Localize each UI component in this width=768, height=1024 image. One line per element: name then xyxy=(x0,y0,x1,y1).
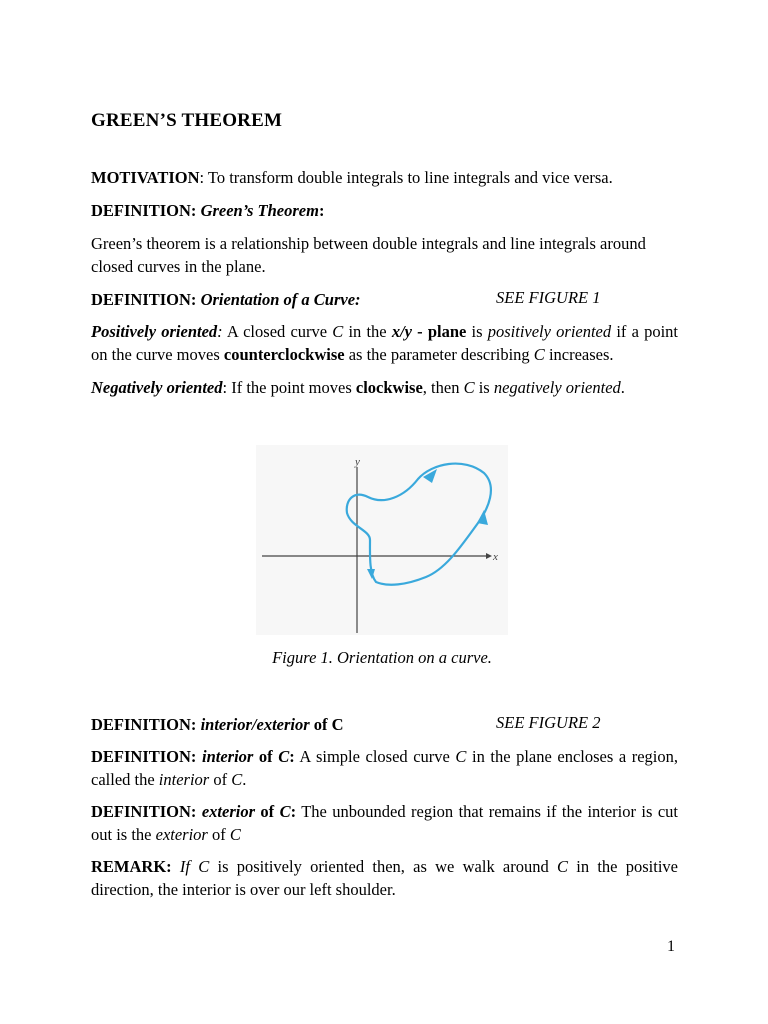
page-title: GREEN’S THEOREM xyxy=(91,110,283,131)
definition-label: DEFINITION: xyxy=(91,715,201,734)
xy-label: x/y xyxy=(391,322,412,341)
clockwise-word: clockwise xyxy=(355,378,423,397)
definition-greens-theorem xyxy=(91,199,678,222)
definition-label: DEFINITION: xyxy=(91,201,201,220)
negatively-oriented-term: Negatively oriented xyxy=(91,378,223,397)
motivation-text: : To transform double integrals to line integrals and vice versa. xyxy=(199,168,613,187)
colon: : xyxy=(318,201,325,220)
positively-oriented-term: Positively oriented xyxy=(91,322,218,341)
y-axis-label: y xyxy=(355,456,360,468)
exterior-term: exterior xyxy=(201,802,256,821)
definition-label: DEFINITION: xyxy=(91,802,202,821)
definition-exterior: DEFINITION: exterior of C: The unbounded region that remains if the interior is cut out is the exterior of C xyxy=(91,802,678,844)
figure-caption: Figure 1. Orientation on a curve. xyxy=(272,648,492,667)
definition-interior-exterior: DEFINITION: interior/exterior of C xyxy=(91,715,344,734)
orientation-term: Orientation of a Curve: xyxy=(200,290,361,309)
definition-interior: DEFINITION: interior of C: A simple closed curve C in the plane encloses a region, called the interior of C. xyxy=(91,747,678,789)
remark-label: REMARK: xyxy=(91,857,172,876)
plane-label: - plane xyxy=(411,322,467,341)
see-figure-2: SEE FIGURE 2 xyxy=(496,713,601,732)
definition-label: DEFINITION: xyxy=(91,747,202,766)
remark-paragraph: REMARK: If C is positively oriented then, as we walk around C in the positive direction, the interior is over our left shoulder. xyxy=(91,857,678,899)
page-number: 1 xyxy=(667,938,675,955)
negatively-oriented-paragraph: Negatively oriented: If the point moves clockwise, then C is negatively oriented. xyxy=(91,378,625,397)
definition-label: DEFINITION: xyxy=(91,290,201,309)
figure-background xyxy=(256,445,508,635)
x-axis-label: x xyxy=(493,551,498,563)
counterclockwise-word: counterclockwise xyxy=(223,345,345,364)
greens-theorem-term: Green’s Theorem xyxy=(200,201,319,220)
motivation-paragraph xyxy=(91,166,678,189)
orientation-figure xyxy=(256,445,508,635)
see-figure-1: SEE FIGURE 1 xyxy=(496,288,601,307)
positively-oriented-paragraph: Positively oriented: A closed curve C in the x/y - plane is positively oriented if a point on the curve moves counterclockwise as the parameter describing C increases. xyxy=(91,322,678,364)
interior-exterior-term: interior/exterior xyxy=(200,715,310,734)
greens-theorem-description: Green’s theorem is a relationship between double integrals and line integrals around closed curves in the plane. xyxy=(91,234,646,276)
interior-term: interior xyxy=(202,747,254,766)
motivation-label: MOTIVATION xyxy=(91,168,200,187)
